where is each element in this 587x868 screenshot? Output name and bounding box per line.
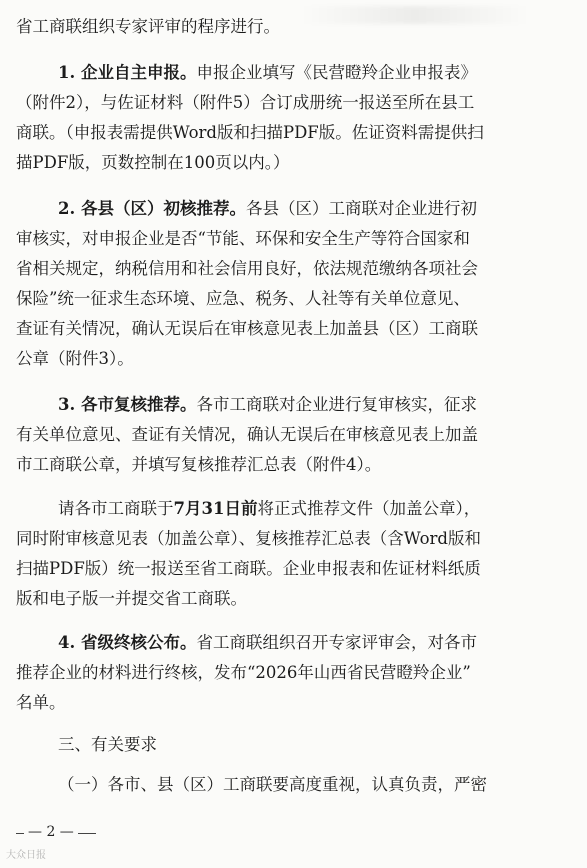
line-7	[0, 254, 587, 284]
text-run: 各县（区）工商联对企业进行初	[245, 199, 477, 218]
text-run: 各市工商联对企业进行复审核实，征求	[196, 395, 477, 414]
text-run: 名单。	[16, 693, 66, 712]
text-run: 请各市工商联于	[58, 499, 174, 518]
text-run-bold: 3. 各市复核推荐。	[58, 395, 197, 414]
page-number: — 2 —	[24, 824, 78, 840]
line-11	[0, 390, 587, 420]
line-10	[0, 344, 587, 374]
text-run-bold: 7月31日前	[173, 499, 258, 518]
text-run: 描PDF版，页数控制在100页以内。）	[16, 153, 290, 172]
text-run: 市工商联公章，并填写复核推荐汇总表（附件4）。	[16, 455, 382, 474]
text-run: 推荐企业的材料进行终核，发布“2026年山西省民营瞪羚企业”	[16, 663, 471, 682]
text-run: 同时附审核意见表（加盖公章）、复核推荐汇总表（含Word版和	[16, 529, 481, 548]
line-17	[0, 584, 587, 614]
text-run: 省工商联组织召开专家评审会，对各市	[196, 633, 477, 652]
text-run: 保险”统一征求生态环境、应急、税务、人社等有关单位意见、	[16, 289, 470, 308]
text-run-bold: 4. 省级终核公布。	[58, 633, 197, 652]
line-3	[0, 118, 587, 148]
text-run: 有关单位意见、查证有关情况，确认无误后在审核意见表上加盖	[16, 425, 478, 444]
line-4	[0, 148, 587, 178]
text-run: 申报企业填写《民营瞪羚企业申报表》	[196, 63, 477, 82]
line-19	[0, 658, 587, 688]
line-6	[0, 224, 587, 254]
text-run: 省相关规定，纳税信用和社会信用良好，依法规范缴纳各项社会	[16, 259, 478, 278]
line-16	[0, 554, 587, 584]
text-run: （一）各市、县（区）工商联要高度重视，认真负责，严密	[58, 775, 487, 794]
line-1	[0, 58, 587, 88]
text-run: 商联。（申报表需提供Word版和扫描PDF版。佐证资料需提供扫	[16, 123, 484, 142]
line-9	[0, 314, 587, 344]
text-run: 审核实，对申报企业是否“节能、环保和安全生产等符合国家和	[16, 229, 470, 248]
line-13	[0, 450, 587, 480]
text-run: 扫描PDF版）统一报送至省工商联。企业申报表和佐证材料纸质	[16, 559, 481, 578]
line-0	[0, 12, 587, 42]
text-run: 三、有关要求	[58, 735, 157, 754]
text-run: （附件2），与佐证材料（附件5）合订成册统一报送至所在县工	[16, 93, 475, 112]
text-run: 版和电子版一并提交省工商联。	[16, 589, 247, 608]
line-20	[0, 688, 587, 718]
text-run: 查证有关情况，确认无误后在审核意见表上加盖县（区）工商联	[16, 319, 478, 338]
line-22	[0, 770, 587, 800]
line-8	[0, 284, 587, 314]
line-14	[0, 494, 587, 524]
line-15	[0, 524, 587, 554]
line-12	[0, 420, 587, 450]
text-run-bold: 1. 企业自主申报。	[58, 63, 197, 82]
line-5	[0, 194, 587, 224]
section-heading	[0, 730, 587, 760]
text-run: 将正式推荐文件（加盖公章），	[257, 499, 481, 518]
watermark-logo: 大众日报	[6, 850, 46, 861]
text-run-bold: 2. 各县（区）初核推荐。	[58, 199, 246, 218]
line-18	[0, 628, 587, 658]
text-run: 省工商联组织专家评审的程序进行。	[16, 17, 280, 36]
line-2	[0, 88, 587, 118]
text-run: 公章（附件3）。	[16, 349, 134, 368]
